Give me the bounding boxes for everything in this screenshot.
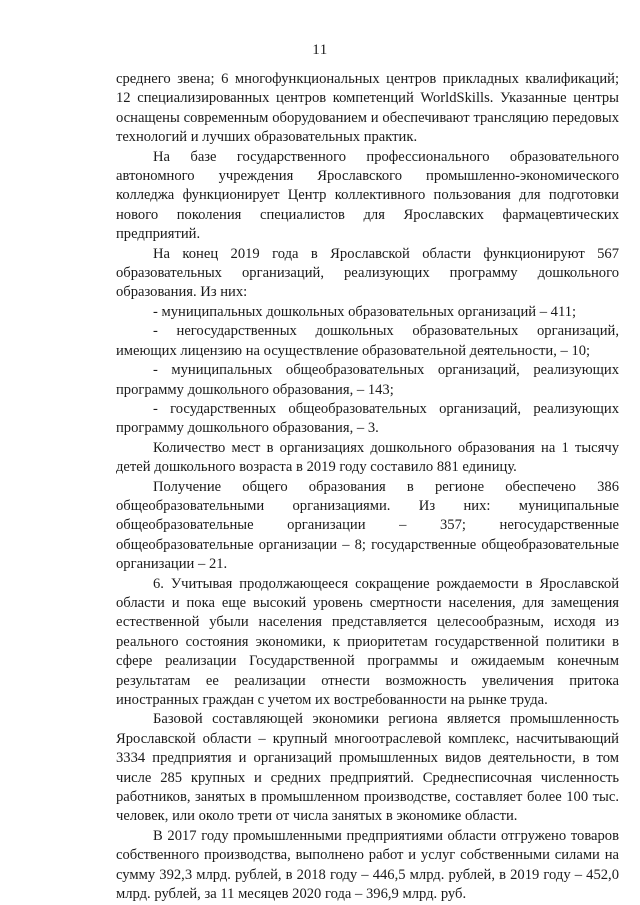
list-item-municipal-preschool: - муниципальных дошкольных образовательных организаций – 411; <box>153 303 577 320</box>
paragraph-preschool-organizations: На конец 2019 года в Ярославской области функционируют 567 образовательных организаций, реализующих программу дошкольного образования. Из них: <box>116 245 619 301</box>
paragraph-preschool-places: Количество мест в организациях дошкольного образования на 1 тысячу детей дошкольного возраста в 2019 году составило 881 единицу. <box>116 439 619 476</box>
paragraph-industry: Базовой составляющей экономики региона является промышленность Ярославской области – крупный многоотраслевой комплекс, насчитывающий 3334 предприятия и организаций промышленных видов деятельности, в том числе 285 крупных и средних предприятий. Среднесписочная численность работников, занятых в промышленном производстве, составляет более 100 тыс. человек, или около трети от числа занятых в экономике области. <box>116 711 619 825</box>
paragraph-shared-use-center: На базе государственного профессионального образовательного автономного учреждения Ярославского промышленно-экономического колледжа функционирует Центр коллективного пользования для подготовки нового поколения специалистов для Ярославских фармацевтических предприятий. <box>116 148 619 243</box>
list-item-state-general: - государственных общеобразовательных организаций, реализующих программу дошкольного образования, – 3. <box>116 400 619 437</box>
page-number: 11 <box>312 42 328 58</box>
list-item-nonstate-preschool: - негосударственных дошкольных образовательных организаций, имеющих лицензию на осуществление образовательной деятельности, – 10; <box>116 323 619 359</box>
list-item-municipal-general: - муниципальных общеобразовательных организаций, реализующих программу дошкольного образования, – 143; <box>116 362 619 398</box>
paragraph-centers: среднего звена; 6 многофункциональных центров прикладных квалификаций; 12 специализированных центров компетенций WorldSkills. Указанные центры оснащены современным оборудованием и обеспечивают трансляцию передовых технологий и лучших образовательных практик. <box>116 71 619 146</box>
paragraph-general-education: Получение общего образования в регионе обеспечено 386 общеобразовательными организациями. Из них: муниципальные общеобразовательные организации – 357; негосударственные общеобразовательные организации – 8; государственные общеобразовательные организации – 21. <box>116 478 619 573</box>
paragraph-section-6: 6. Учитывая продолжающееся сокращение рождаемости в Ярославской области и пока еще высокий уровень смертности населения, для замещения естественной убыли населения представляется целесообразным, исходя из реального состояния экономики, к приоритетам государственной политики в сфере реализации Государственной программы и ожидаемым конечным результатам ее реализации отнести возможность увеличения притока иностранных граждан с учетом их востребованности на рынке труда. <box>116 575 619 708</box>
paragraph-shipments: В 2017 году промышленными предприятиями области отгружено товаров собственного производства, выполнено работ и услуг собственными силами на сумму 392,3 млрд. рублей, в 2018 году – 446,5 млрд. рублей, в 2019 году – 452,0 млрд. рублей, за 11 месяцев 2020 года – 396,9 млрд. руб. <box>116 827 619 903</box>
document-body <box>116 70 619 904</box>
